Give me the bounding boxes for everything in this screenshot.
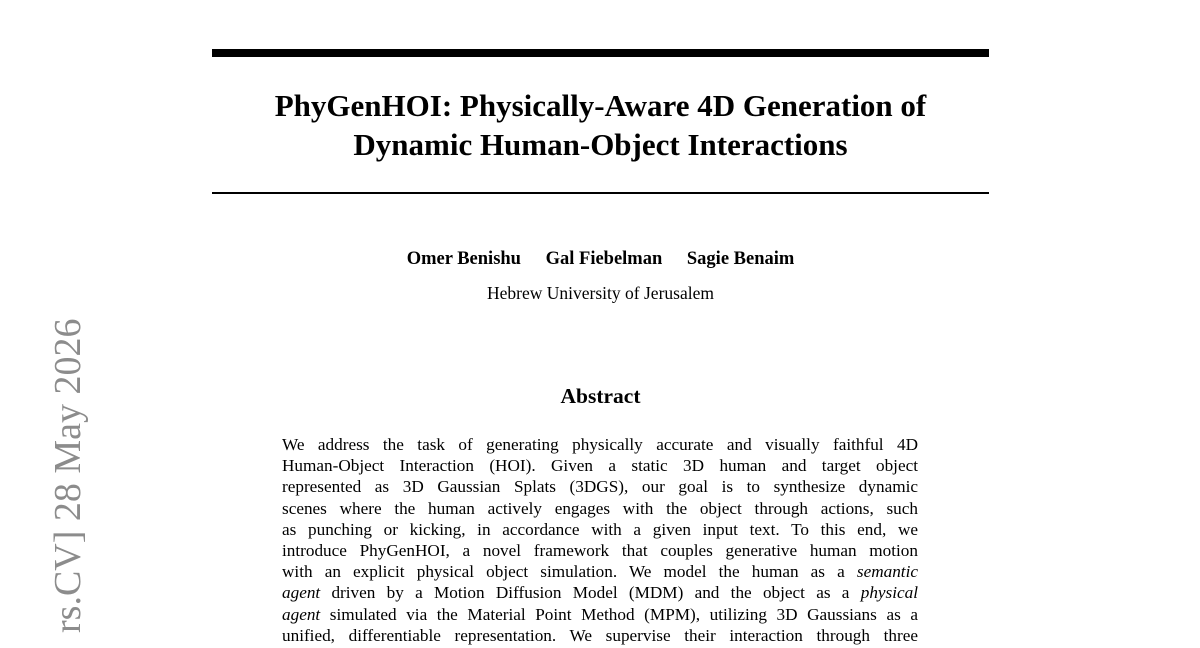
abstract-text: represented as 3D Gaussian Splats (3DGS), our goal is to synthesize dynamic	[282, 477, 918, 497]
abstract-emphasis: agent	[282, 583, 321, 603]
abstract-text: Human-Object Interaction (HOI). Given a static 3D human and target object	[282, 456, 918, 476]
title-line: Dynamic Human-Object Interactions	[353, 127, 848, 162]
abstract-emphasis: semantic	[856, 562, 918, 582]
author-name: Omer Benishu	[406, 249, 521, 269]
title-bottom-rule	[212, 192, 989, 194]
abstract-body	[282, 434, 918, 646]
abstract-text: introduce PhyGenHOI, a novel framework that couples generative human motion	[282, 541, 918, 561]
abstract-text: We address the task of generating physically accurate and visually faithful 4D	[282, 435, 918, 454]
abstract-text: with an explicit physical object simulation. We model the human as a	[282, 562, 857, 582]
author-list	[212, 248, 989, 270]
abstract-line	[282, 455, 918, 476]
abstract-heading: Abstract	[560, 384, 641, 408]
abstract-line	[282, 476, 918, 497]
abstract-line	[282, 582, 918, 603]
author-name: Sagie Benaim	[686, 249, 795, 269]
title-top-rule	[212, 49, 989, 57]
abstract-line	[282, 625, 918, 646]
title-line: PhyGenHOI: Physically-Aware 4D Generation of	[274, 88, 927, 123]
paper-title	[212, 86, 989, 164]
abstract-line	[282, 519, 918, 540]
arxiv-stamp-text: rs.CV] 28 May 2026	[47, 318, 89, 633]
abstract-text: driven by a Motion Diffusion Model (MDM) and the object as a	[320, 583, 861, 603]
abstract-line	[282, 604, 918, 625]
abstract-text: as punching or kicking, in accordance with a given input text. To this end, we	[282, 519, 918, 539]
abstract-text: unified, differentiable representation. We supervise their interaction through three	[282, 625, 918, 645]
abstract-line	[282, 498, 918, 519]
abstract-emphasis: agent	[282, 604, 321, 624]
affiliation: Hebrew University of Jerusalem	[487, 283, 714, 303]
abstract-line	[282, 540, 918, 561]
abstract-text: scenes where the human actively engages with the object through actions, such	[282, 498, 918, 518]
abstract-line	[282, 561, 918, 582]
abstract-line	[282, 434, 918, 455]
abstract-text: simulated via the Material Point Method (MPM), utilizing 3D Gaussians as a	[320, 604, 918, 624]
author-name: Gal Fiebelman	[545, 249, 663, 269]
abstract-emphasis: physical	[860, 583, 918, 603]
